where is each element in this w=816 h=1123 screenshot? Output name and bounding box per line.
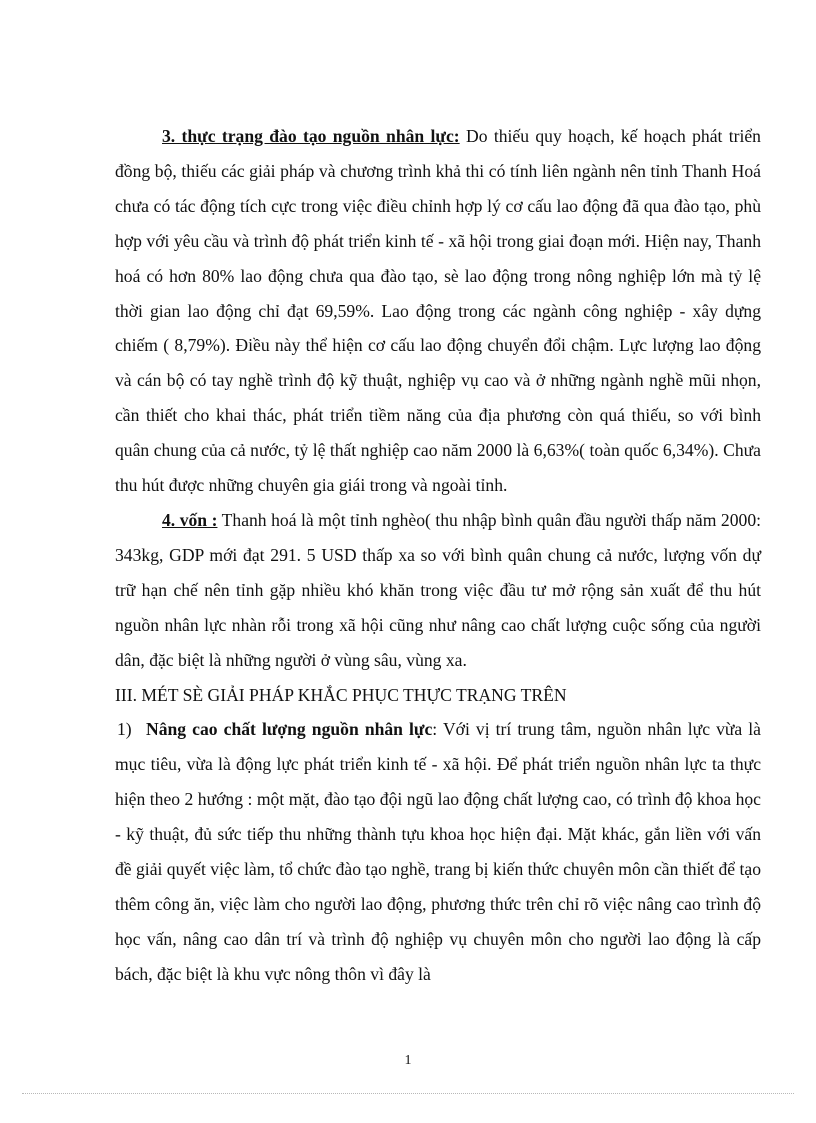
section-3-text: Do thiếu quy hoạch, kế hoạch phát triển đồng bộ, thiếu các giải pháp và chương trình khả thi có tính liên ngành nên tỉnh Thanh Hoá chưa có tác động tích cực trong việc điều chỉnh hợp lý cơ cấu lao động đã qua đào tạo, phù hợp với yêu cầu và trình độ phát triển kinh tế - xã hội trong giai đoạn mới. Hiện nay, Thanh hoá có hơn 80% lao động chưa qua đào tạo, sè lao động trong nông nghiệp lớn mà tỷ lệ thời gian lao động chỉ đạt 69,59%. Lao động trong các ngành công nghiệp - xây dựng chiếm ( 8,79%). Điều này thể hiện cơ cấu lao động chuyển đổi chậm. Lực lượng lao động và cán bộ có tay nghề trình độ kỹ thuật, nghiệp vụ cao và ở những ngành nghề mũi nhọn, cần thiết cho khai thác, phát triển tiềm năng của địa phương còn quá thiếu, so với bình quân chung của cả nước, tỷ lệ thất nghiệp cao năm 2000 là 6,63%( toàn quốc 6,34%). Chưa thu hút được những chuyên gia giái trong và ngoài tỉnh. xyxy=(115,126,761,496)
paragraph-section-3 xyxy=(115,119,761,503)
section-3-heading: 3. thực trạng đào tạo nguồn nhân lực: xyxy=(162,126,460,146)
item-1-number: 1) xyxy=(117,719,132,740)
paragraph-section-4 xyxy=(115,503,761,678)
paragraph-item-1 xyxy=(115,712,761,991)
section-iii-heading: III. MÉT SÈ GIẢI PHÁP KHẮC PHỤC THỰC TRẠNG TRÊN xyxy=(115,684,567,705)
item-1-heading: Nâng cao chất lượng nguồn nhân lực xyxy=(146,719,433,740)
item-1-text: : Với vị trí trung tâm, nguồn nhân lực vừa là mục tiêu, vừa là động lực phát triển kinh tế - xã hội. Để phát triển nguồn nhân lực ta thực hiện theo 2 hướng : một mặt, đào tạo đội ngũ lao động chất lượng cao, có trình độ khoa học - kỹ thuật, đủ sức tiếp thu những thành tựu khoa học hiện đại. Mặt khác, gắn liền với vấn đề giải quyết việc làm, tổ chức đào tạo nghề, trang bị kiến thức chuyên môn cần thiết để tạo thêm công ăn, việc làm cho người lao động, phương thức trên chỉ rõ việc nâng cao trình độ học vấn, nâng cao dân trí và trình độ nghiệp vụ chuyên môn cho người lao động là cấp bách, đặc biệt là khu vực nông thôn vì đây là xyxy=(115,719,761,984)
section-4-text: Thanh hoá là một tỉnh nghèo( thu nhập bình quân đầu người thấp năm 2000: 343kg, GDP mới đạt 291. 5 USD thấp xa so với bình quân chung cả nước, lượng vốn dự trữ hạn chế nên tỉnh gặp nhiều khó khăn trong việc đầu tư mở rộng sản xuất để thu hút nguồn nhân lực nhàn rỗi trong xã hội cũng như nâng cao chất lượng cuộc sống của người dân, đặc biệt là những người ở vùng sâu, vùng xa. xyxy=(115,509,762,670)
page-number: 1 xyxy=(404,1053,412,1068)
section-4-heading: 4. vốn : xyxy=(162,509,218,530)
body-text xyxy=(115,119,761,992)
page-bottom-divider xyxy=(22,1093,794,1094)
